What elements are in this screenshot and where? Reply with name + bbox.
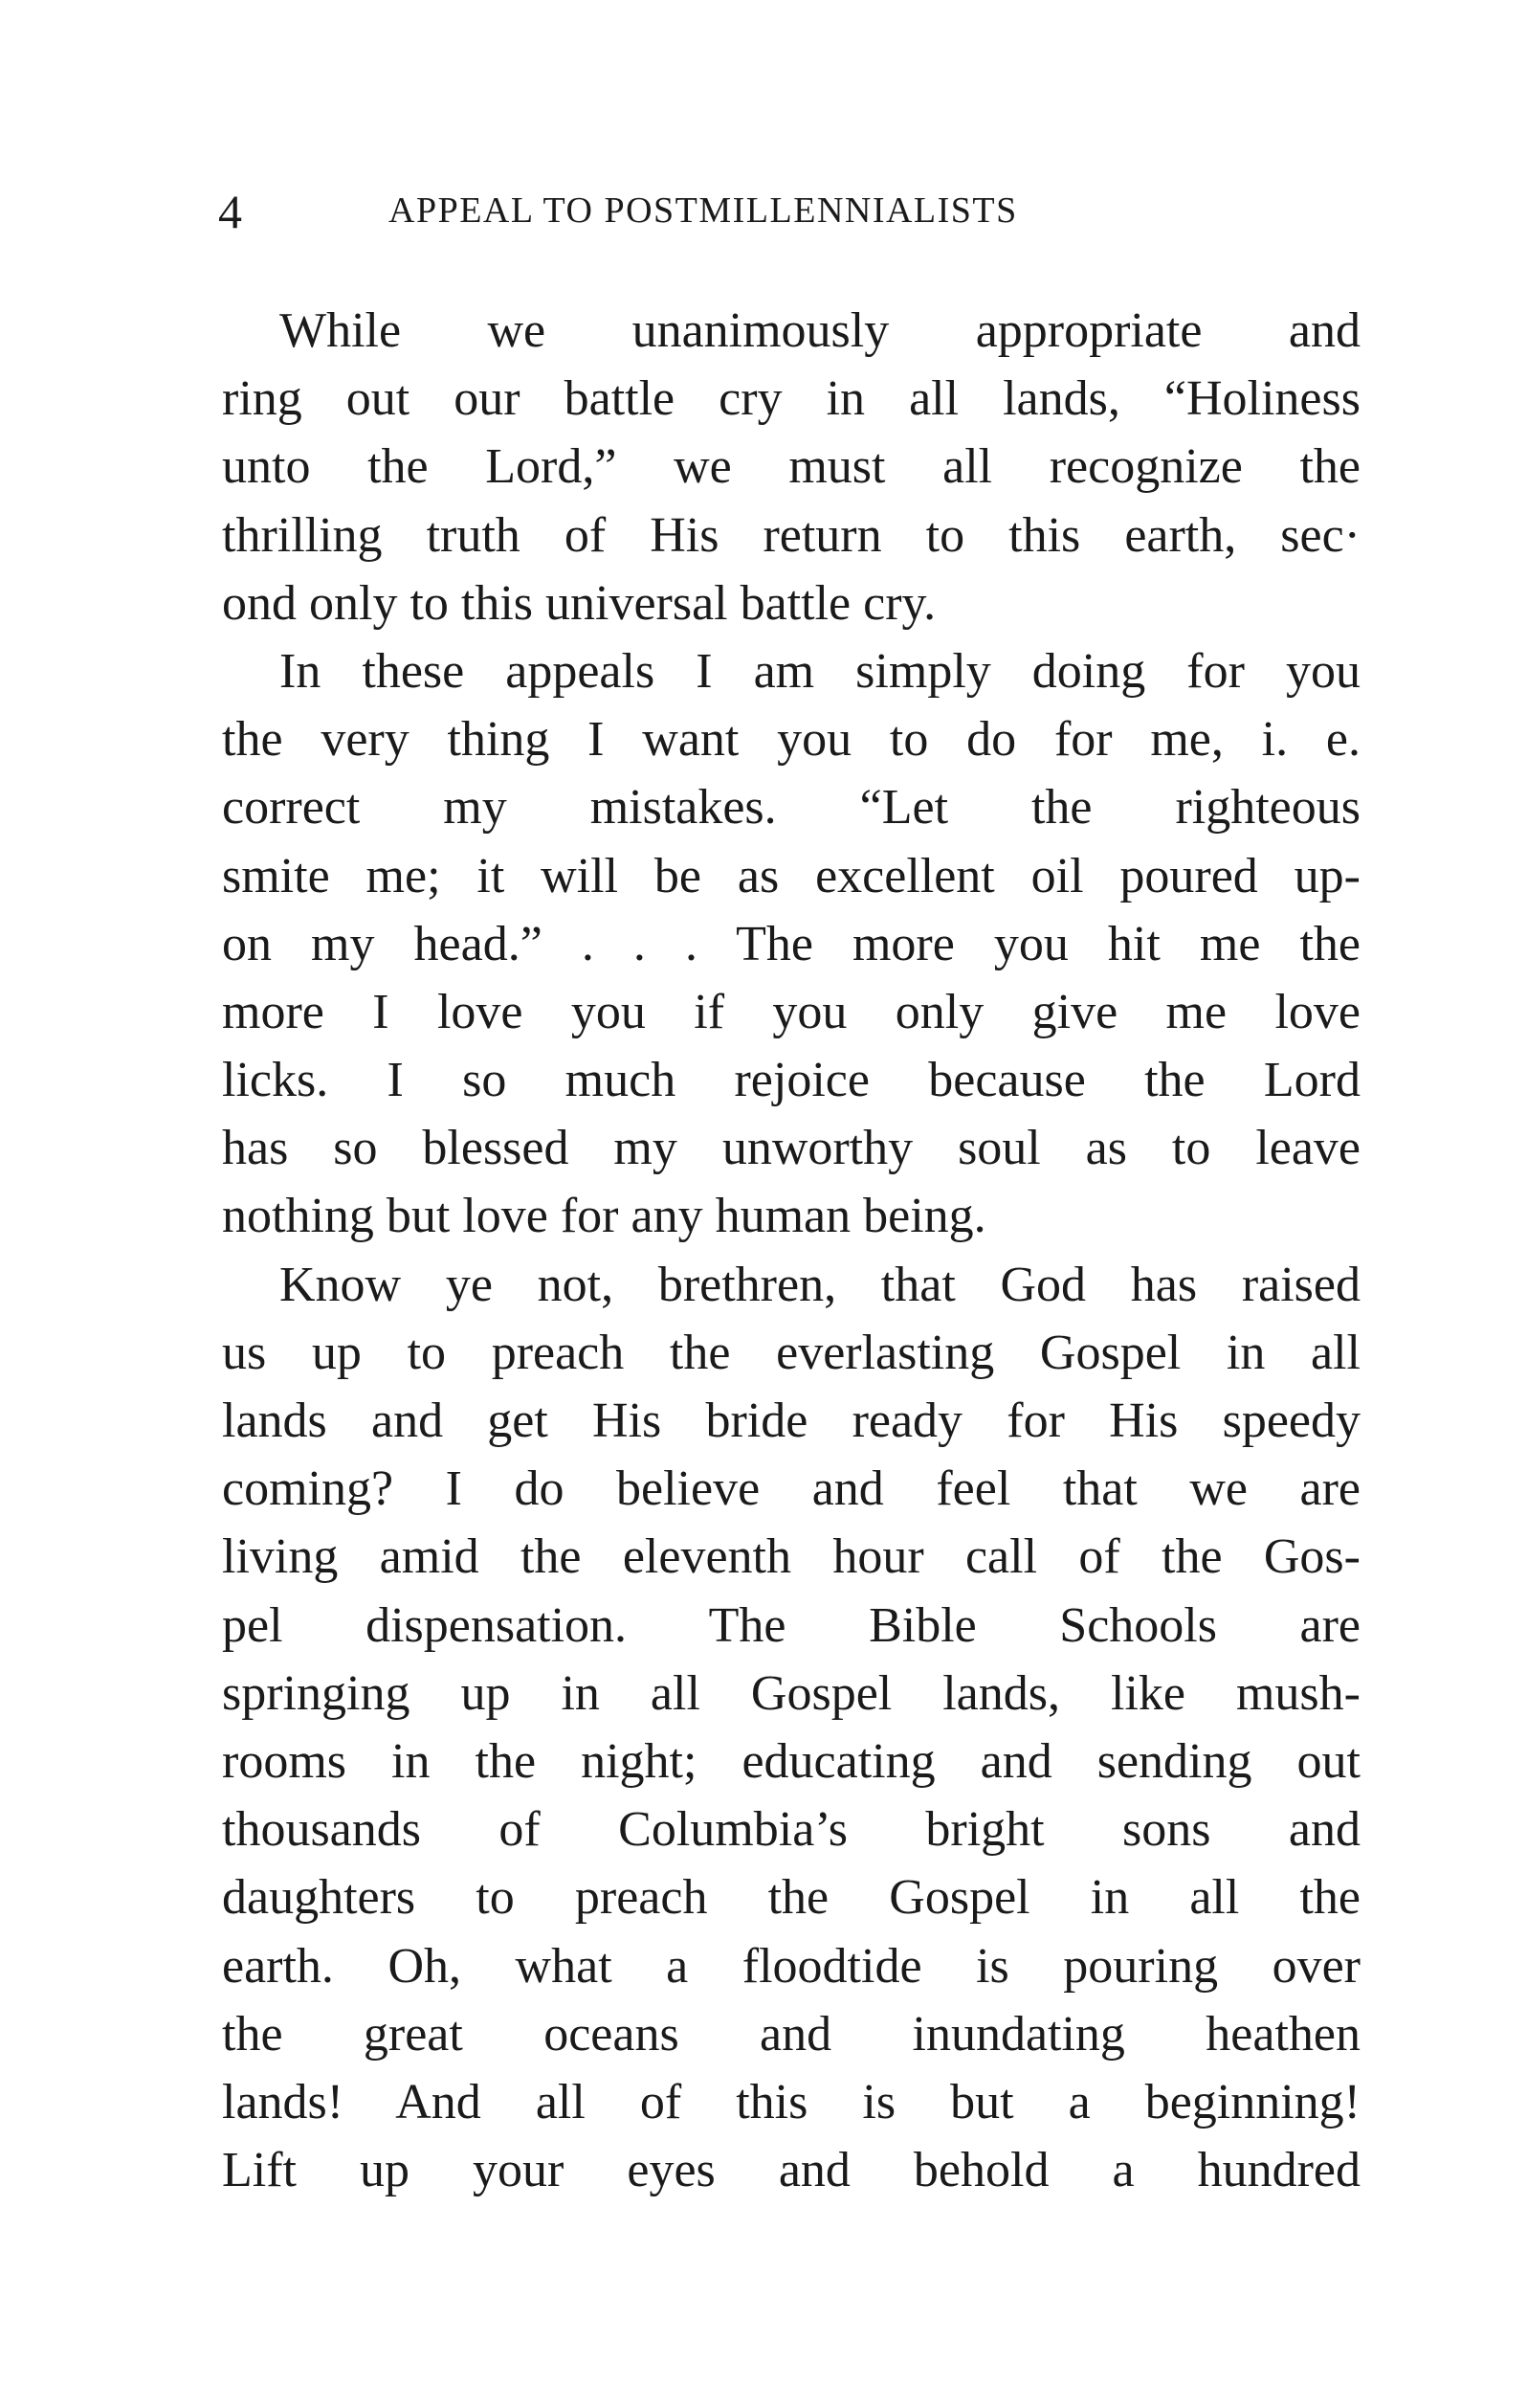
text-line: correct my mistakes. “Let the righteous (222, 780, 1361, 836)
text-line: the very thing I want you to do for me, i. e. (222, 712, 1361, 768)
text-line: daughters to preach the Gospel in all the (222, 1870, 1361, 1926)
text-line: coming? I do believe and feel that we are (222, 1461, 1361, 1517)
text-line: ond only to this universal battle cry. (222, 575, 937, 631)
text-line: Know ye not, brethren, that God has raised (279, 1257, 1361, 1312)
text-line: thousands of Columbia’s bright sons and (222, 1802, 1361, 1858)
text-line: on my head.” . . . The more you hit me the (222, 916, 1361, 971)
text-line: the great oceans and inundating heathen (222, 2006, 1361, 2062)
text-line: springing up in all Gospel lands, like mush- (222, 1665, 1361, 1721)
page-header (218, 184, 1366, 241)
text-line: ring out our battle cry in all lands, “Holiness (222, 371, 1361, 427)
text-line: smite me; it will be as excellent oil poured up- (222, 848, 1361, 903)
text-line: lands and get His bride ready for His speedy (222, 1394, 1361, 1448)
text-line: thrilling truth of His return to this earth, sec· (222, 507, 1361, 563)
text-line: licks. I so much rejoice because the Lord (222, 1053, 1361, 1108)
text-line: living amid the eleventh hour call of the Gos- (222, 1529, 1361, 1585)
running-head: APPEAL TO POSTMILLENNIALISTS (388, 190, 1018, 231)
body-text (222, 297, 1361, 2204)
text-line: has so blessed my unworthy soul as to leave (222, 1121, 1361, 1176)
page-number: 4 (218, 185, 243, 238)
text-line: While we unanimously appropriate and (279, 303, 1361, 358)
text-line: rooms in the night; educating and sending out (222, 1733, 1361, 1789)
text-line: more I love you if you only give me love (222, 984, 1361, 1039)
text-line: In these appeals I am simply doing for you (279, 643, 1361, 699)
text-line: earth. Oh, what a floodtide is pouring over (222, 1938, 1361, 1994)
text-line: pel dispensation. The Bible Schools are (222, 1597, 1361, 1653)
text-line: nothing but love for any human being. (222, 1189, 986, 1244)
text-line: us up to preach the everlasting Gospel in all (222, 1325, 1361, 1380)
text-line: Lift up your eyes and behold a hundred (222, 2143, 1361, 2198)
text-line: lands! And all of this is but a beginning! (222, 2074, 1361, 2129)
text-line: unto the Lord,” we must all recognize the (222, 439, 1361, 495)
